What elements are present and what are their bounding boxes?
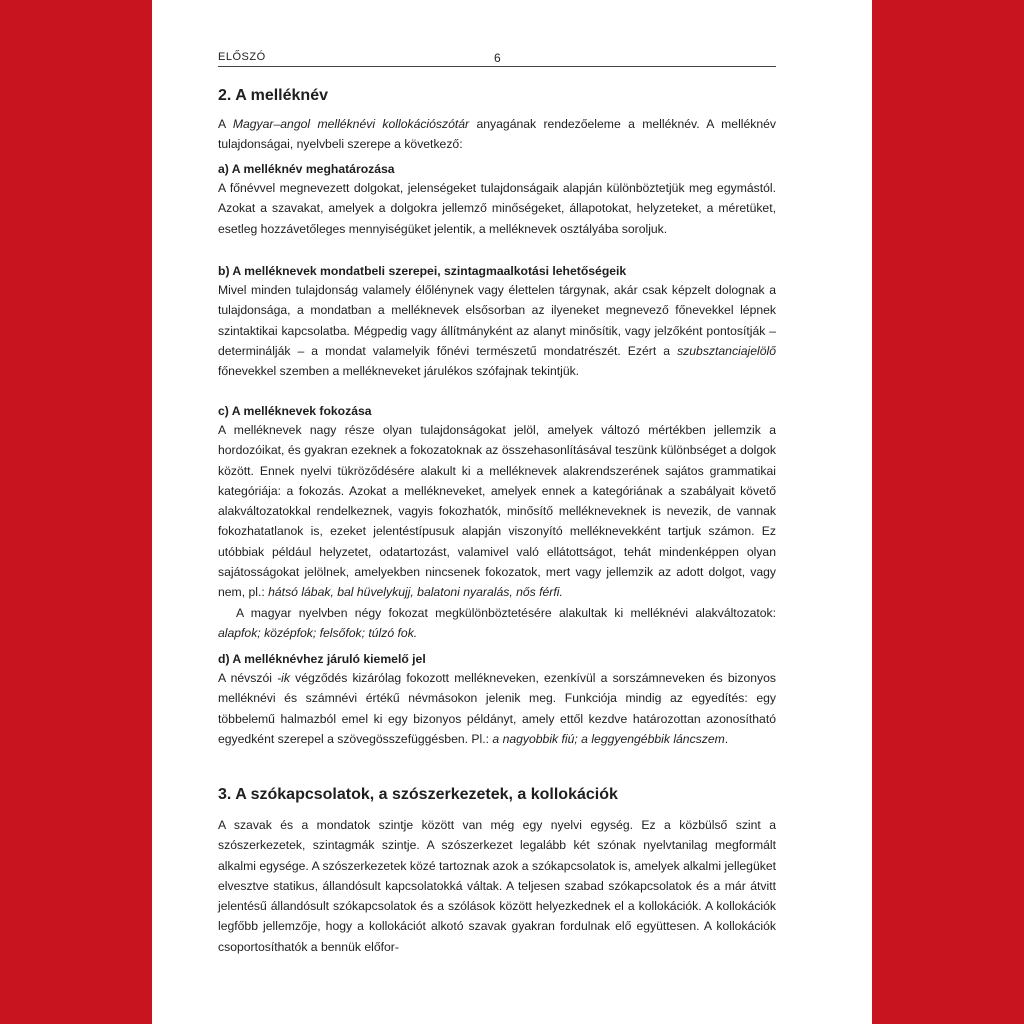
- page-content: [218, 48, 777, 954]
- running-header: [218, 48, 776, 67]
- subsection-c-text: A melléknevek nagy része olyan tulajdonságokat jelöl, amelyek változó mértékben jellemzik a hordozóikat, és gyakran ezeknek a fokozatoknak az összehasonlításával teszünk különbséget a dolgok között. Ennek nyelvi tükröződésére alakult ki a melléknevek alakrendszerének sajátos grammatikai kategóriája: a fokozás. Azokat a mellékneveket, amelyek ennek a kategóriának a szabályait követő alakváltozatokkal rendelkeznek, vagyis fokozhatók, minősítő mellékneveknek is nevezik, de vannak fokozhatatlanok is, ezeket jelentéstípusuk alapján viszonyító melléknevekként tartjuk számon. Ez utóbbiak például helyzetet, odatartozást, valamivel való ellátottságot, tehát mindenképpen olyan sajátosságokat jelölnek, amelyekben nincsenek fokozatok, mert vagy jellemzik az adott dolgot, vagy nem, pl.: hátsó lábak, bal hüvelykujj, balatoni nyaralás, nős férfi.: [218, 423, 776, 600]
- header-section-title: ELŐSZÓ: [218, 51, 266, 63]
- subsection-a-text: A főnévvel megnevezett dolgokat, jelenségeket tulajdonságaik alapján különböztetjük meg egymástól. Azokat a szavakat, amelyek a dolgokra jellemző minőségeket, állapotokat, helyzeteket, a méretüket, esetleg hozzávetőleges mennyiségüket jelentik, a melléknevek osztályába soroljuk.: [218, 181, 776, 236]
- subsection-d-heading: d) A melléknévhez járuló kiemelő jel: [218, 652, 426, 666]
- subsection-c-text-2: A magyar nyelvben négy fokozat megkülönböztetésére alakultak ki melléknévi alakváltozatok: alapfok; középfok; felsőfok; túlzó fok.: [218, 606, 776, 641]
- page-number: 6: [494, 51, 502, 65]
- section-3-heading: 3. A szókapcsolatok, a szószerkezetek, a kollokációk: [218, 786, 618, 803]
- section-2-intro: A Magyar–angol melléknévi kollokációszótár anyagának rendezőeleme a melléknév. A melléknév tulajdonságai, nyelvbeli szerepe a következő:: [218, 117, 777, 152]
- subsection-b-text: Mivel minden tulajdonság valamely élőlénynek vagy élettelen tárgynak, akár csak képzelt dolognak a tulajdonsága, a mondatban a melléknevek elsősorban az ilyeneket megnevező főnevekkel lépnek szintaktikai kapcsolatba. Mégpedig vagy állítmányként az alanyt minősítik, vagy jelzőként pontosítják – determinálják – a mondat valamelyik főnévi természetű mondatrészét. Ezért a szubsztanciajelölő főnevekkel szemben a mellékneveket járulékos szófajnak tekintjük.: [218, 283, 776, 379]
- section-3-text: A szavak és a mondatok szintje között van még egy nyelvi egység. Ez a közbülső szint a szószerkezetek, szintagmák szintje. A szószerkezet legalább két szónak nyelvtanilag megformált alkalmi egysége. A szószerkezetek közé tartoznak azok a szókapcsolatok is, amelyek alkalmi jellegüket elvesztve statikus, állandósult kapcsolatokká váltak. A teljesen szabad szókapcsolatok és a már átvitt jelentésű állandósult szókapcsolatok és a szólások között helyezkednek el a kollokációk. A kollokációk legfőbb jellemzője, hogy a kollokációt alkotó szavak gyakran fordulnak elő együttesen. A kollokációk csoportosíthatók a bennük előfor-: [218, 818, 776, 954]
- subsection-a-heading: a) A melléknév meghatározása: [218, 162, 395, 176]
- book-page: [152, 0, 872, 1024]
- section-2-heading: 2. A melléknév: [218, 87, 328, 104]
- subsection-b-heading: b) A melléknevek mondatbeli szerepei, szintagmaalkotási lehetőségeik: [218, 264, 627, 278]
- subsection-c-heading: c) A melléknevek fokozása: [218, 404, 372, 418]
- subsection-d-text: A névszói -ik végződés kizárólag fokozott mellékneveken, ezenkívül a sorszámneveken és bizonyos melléknévi és számnévi értékű névmásokon jelenik meg. Funkciója mindig az egyedítés: egy többelemű halmazból emel ki egy bizonyos példányt, amely ettől kezdve határozottan azonosítható egyedként szerepel a szövegösszefüggésben. Pl.: a nagyobbik fiú; a leggyengébbik láncszem.: [218, 671, 776, 746]
